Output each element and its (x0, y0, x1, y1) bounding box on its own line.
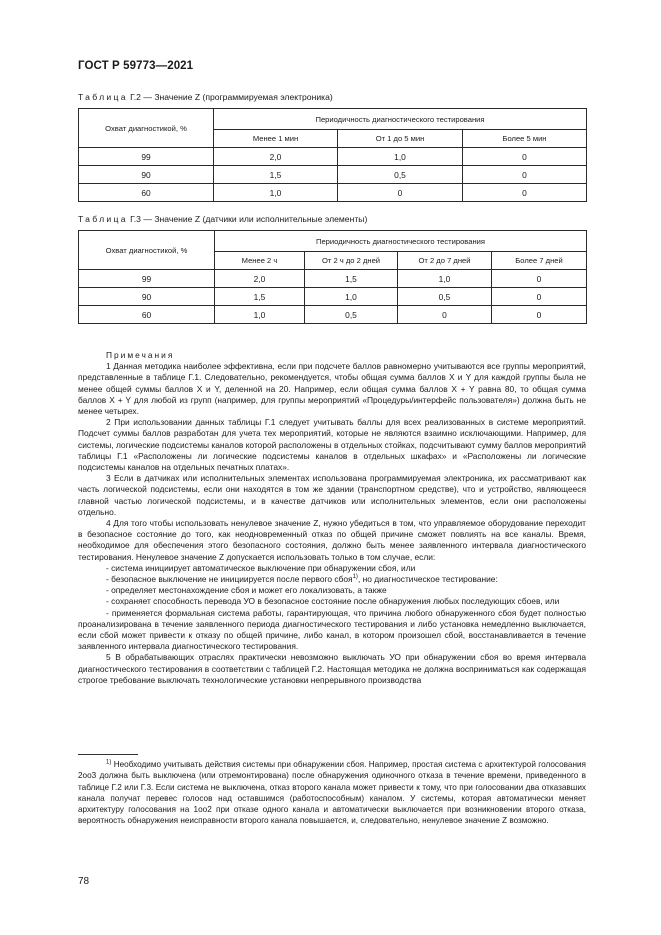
note-4-item: - определяет местонахождение сбоя и может его локализовать, а также (106, 585, 387, 596)
table-cell: 99 (79, 270, 215, 288)
table-cell: 0 (463, 148, 587, 166)
table-cell: 1,5 (214, 166, 338, 184)
table-cell: 0,5 (305, 306, 398, 324)
table-g3 (78, 230, 587, 324)
table-cell: 1,0 (338, 148, 463, 166)
table-cell: 0 (492, 288, 587, 306)
table-cell: 1,0 (214, 184, 338, 202)
table3-caption-rest: Г.3 — Значение Z (датчики или исполнительные элементы) (127, 214, 368, 224)
table-cell: 0,5 (398, 288, 492, 306)
note-4-item-text: - безопасное выключение не инициируется после первого сбоя (106, 574, 353, 585)
table3-caption (78, 214, 367, 224)
table-cell: 60 (79, 184, 214, 202)
table-cell: 90 (79, 288, 215, 306)
table2-caption-word: Таблица (78, 92, 128, 102)
table-row (79, 166, 587, 184)
table2-caption-rest: Г.2 — Значение Z (программируемая электроника) (127, 92, 333, 102)
document-header: ГОСТ Р 59773—2021 (78, 60, 194, 72)
note-2: 2 При использовании данных таблицы Г.1 следует учитывать баллы для всех реализованных в системе мероприятий. Подсчет суммы баллов разработан для учета тех мероприятий, которые не являются взаимно исключающими. Например, для системы, логические подсистемы каналов которой расположены в отдельных стойках, подсчитывают сумму баллов мероприятий таблицы Г.1 «Расположены ли логические подсистемы каналов в отдельных шкафах» и «Расположены ли логические подсистемы каналов на отдельных печатных платах». (78, 417, 586, 473)
table-cell: 0 (398, 306, 492, 324)
table-row (79, 270, 587, 288)
table-cell: 0 (463, 184, 587, 202)
footnote-divider (78, 754, 138, 755)
page-number: 78 (78, 876, 90, 887)
table-cell: 0 (492, 270, 587, 288)
table-cell: 1,0 (215, 306, 305, 324)
note-5: 5 В обрабатывающих отраслях практически невозможно выключать УО при обнаружении сбоя во время интервала диагностического тестирования в соответствии с таблицей Г.2. Настоящая методика не должна восприниматься как содержащая строгое требование выключать технологические установки непрерывного производства (78, 652, 586, 685)
sub-header: От 2 до 7 дней (398, 252, 492, 270)
table-cell: 2,0 (214, 148, 338, 166)
footnote-text: Необходимо учитывать действия системы при обнаружении сбоя. Например, простая система с архитектурой голосования 2оо3 должна быть выключена (или отремонтирована) после обнаружения одиночного отказа в течение времени, приведенного в таблице Г.2 или Г.3. Если система не выключена, отказ второго канала может привести к тому, что при голосовании два отказавших канала получат перевес голосов над оставшимся (работоспособным) каналом. У системы, которая автоматически меняет архитектуру голосования на 1оо2 при отказе одного канала и автоматически выключается при возникновении второго отказа, вероятность обнаружения неисправности второго канала повышается, и, следовательно, ненулевое значение Z возможно. (78, 760, 586, 826)
sub-header: От 1 до 5 мин (338, 130, 463, 148)
sub-header: Менее 2 ч (215, 252, 305, 270)
table-cell: 1,5 (305, 270, 398, 288)
table-g2 (78, 108, 587, 202)
table-cell: 99 (79, 148, 214, 166)
table-row (79, 148, 587, 166)
table3-caption-word: Таблица (78, 214, 128, 224)
table-cell: 2,0 (215, 270, 305, 288)
table-header-row (79, 109, 587, 130)
column-header: Охват диагностикой, % (79, 109, 214, 148)
note-3: 3 Если в датчиках или исполнительных элементах использована программируемая электроника, их рассматривают как часть логической подсистемы, если они находятся в том же здании (транспортном средстве), что и устройство, являющееся главной частью логической подсистемы, и в качестве датчиков или исполнительных элементов, если они расположены отдельно. (78, 473, 586, 517)
note-4-item: - применяется формальная система работы, гарантирующая, что причина любого обнаруженного сбоя будет полностью проанализирована в течение заявленного периода диагностического тестирования и либо установка немедленно выключается, если сбой может привести к отказу по общей причине, либо канал, в котором произошел сбой, восстанавливается в течение заявленного интервала диагностического тестирования. (78, 607, 586, 652)
note-4: 4 Для того чтобы использовать ненулевое значение Z, нужно убедиться в том, что управляемое оборудование переходит в безопасное состояние до того, как неодновременный отказ по общей причине сможет повлиять на все каналы. Время, необходимое для обеспечения этого безопасного состояния, должно быть менее заявленного интервала диагностического тестирования. Ненулевое значение Z допускается использовать только в том случае, если: (78, 518, 586, 562)
table-cell: 0 (463, 166, 587, 184)
footnote-reference: 1) (352, 574, 358, 581)
table-cell: 1,0 (398, 270, 492, 288)
table-row (79, 306, 587, 324)
footnote-marker: 1) (106, 759, 112, 766)
table-cell: 1,0 (305, 288, 398, 306)
note-4-item: - сохраняет способность перевода УО в безопасное состояние после обнаружения любых последующих сбоев, или (106, 596, 560, 607)
table-cell: 0 (492, 306, 587, 324)
group-header: Периодичность диагностического тестирования (215, 231, 587, 252)
group-header: Периодичность диагностического тестирования (214, 109, 587, 130)
table-row (79, 184, 587, 202)
note-1: 1 Данная методика наиболее эффективна, если при подсчете баллов равномерно учитываются все группы мероприятий, представленные в таблице Г.1. Следовательно, рекомендуется, чтобы общая сумма баллов X и Y для каждой группы была не менее общей суммы баллов X и Y, деленной на 20. Например, если общая сумма баллов X + Y равна 80, то общая сумма баллов X + Y для любой из групп (например, для группы мероприятий «Процедуры/интерфейс пользователя») должна быть не менее четырех. (78, 361, 586, 417)
note-4-item-text: , но диагностическое тестирование: (357, 574, 498, 585)
sub-header: Более 5 мин (463, 130, 587, 148)
table-cell: 0 (338, 184, 463, 202)
table-cell: 1,5 (215, 288, 305, 306)
table-cell: 0,5 (338, 166, 463, 184)
notes-block (78, 350, 586, 686)
footnote (78, 759, 586, 827)
note-4-item: - система инициирует автоматическое выключение при обнаружении сбоя, или (106, 562, 416, 573)
table-cell: 90 (79, 166, 214, 184)
column-header: Охват диагностикой, % (79, 231, 215, 270)
table-row (79, 288, 587, 306)
note-4-item (78, 574, 586, 585)
sub-header: Менее 1 мин (214, 130, 338, 148)
table-header-row (79, 231, 587, 252)
sub-header: От 2 ч до 2 дней (305, 252, 398, 270)
table-cell: 60 (79, 306, 215, 324)
notes-title: Примечания (106, 350, 175, 360)
sub-header: Более 7 дней (492, 252, 587, 270)
table2-caption (78, 92, 333, 102)
